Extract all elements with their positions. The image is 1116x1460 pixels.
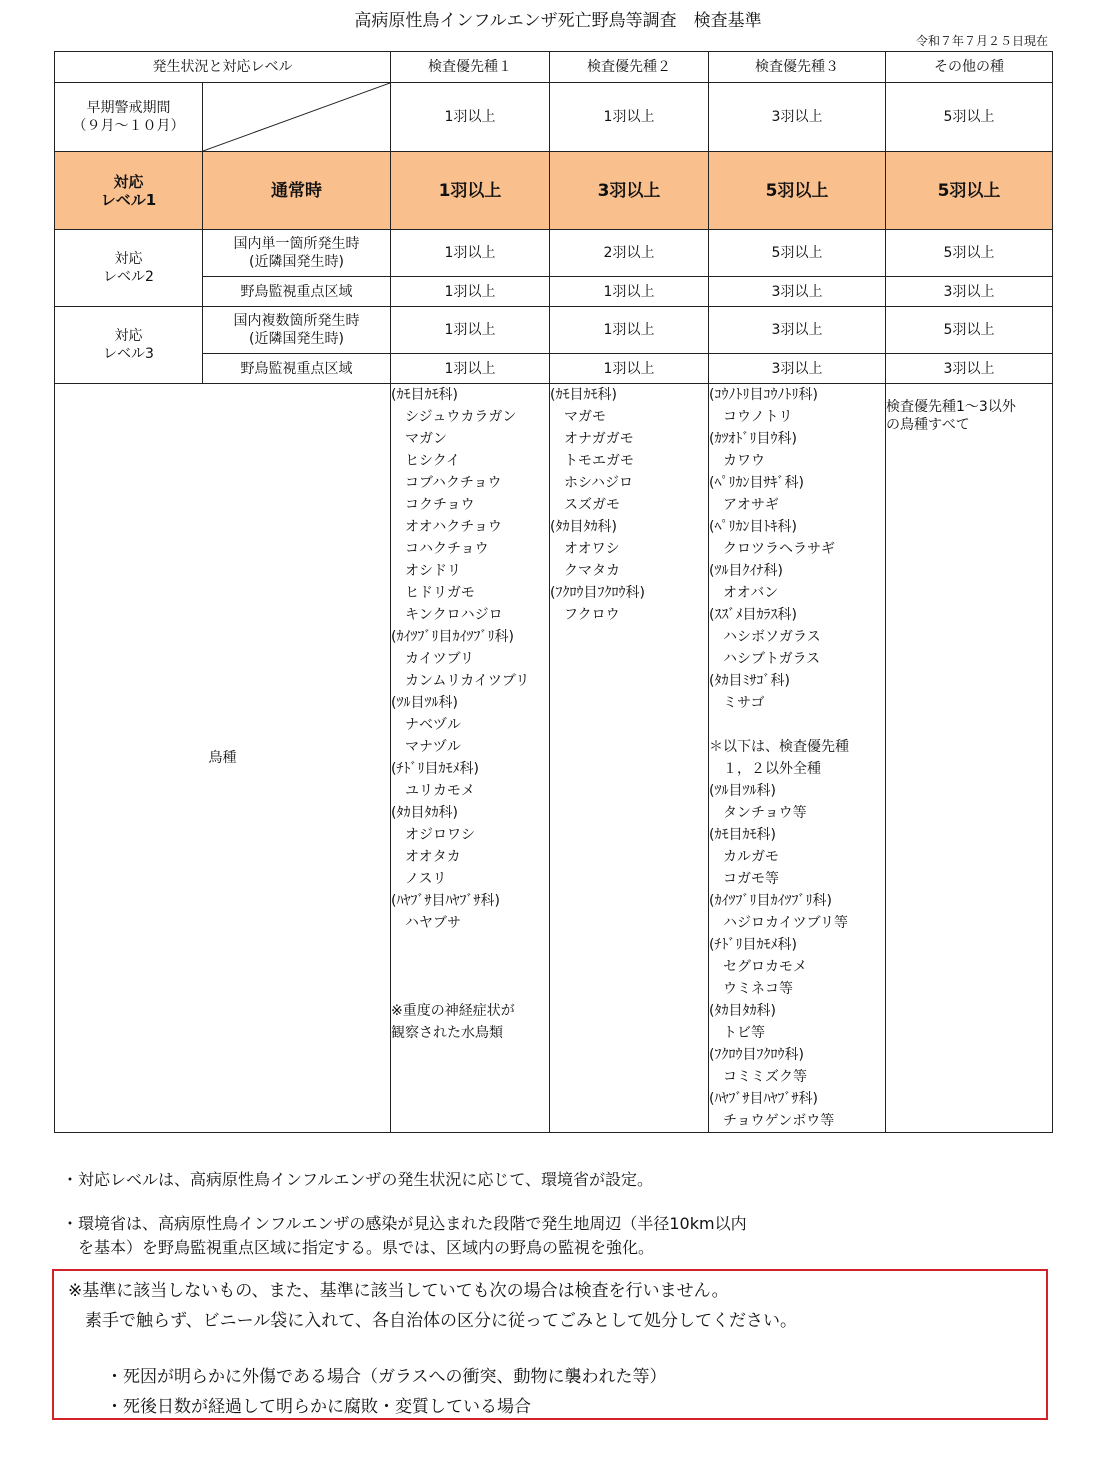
- level2-a-value-4: 5羽以上: [886, 230, 1053, 277]
- level3-a-value-1: 1羽以上: [391, 307, 550, 354]
- header-priority-1: 検査優先種１: [391, 52, 550, 83]
- header-other: その他の種: [886, 52, 1053, 83]
- diagonal-cell: [203, 83, 391, 152]
- level2-row-a: [55, 230, 1053, 277]
- notice-line-2: 素手で触らず、ビニール袋に入れて、各自治体の区分に従ってごみとして処分してください。: [68, 1311, 797, 1331]
- early-value-4: 5羽以上: [886, 83, 1053, 152]
- level3-b-value-1: 1羽以上: [391, 354, 550, 384]
- early-warning-label: 早期警戒期間 （９月～１０月）: [55, 83, 203, 152]
- level3-label: 対応 レベル3: [55, 307, 203, 384]
- notice-item-1: ・死因が明らかに外傷である場合（ガラスへの衝突、動物に襲われた等）: [106, 1367, 667, 1387]
- level2-a-value-1: 1羽以上: [391, 230, 550, 277]
- level3-a-value-3: 3羽以上: [709, 307, 886, 354]
- level1-value-4: 5羽以上: [886, 152, 1053, 230]
- species-row: [55, 384, 1053, 1133]
- level3-b-value-2: 1羽以上: [550, 354, 709, 384]
- header-priority-2: 検査優先種２: [550, 52, 709, 83]
- level1-value-2: 3羽以上: [550, 152, 709, 230]
- level1-label: 対応 レベル1: [55, 152, 203, 230]
- inspection-criteria-table: [54, 51, 1053, 1133]
- diagonal-line: [203, 83, 390, 151]
- note-level: ・対応レベルは、高病原性鳥インフルエンザの発生状況に応じて、環境省が設定。: [62, 1170, 654, 1189]
- level2-a-value-2: 2羽以上: [550, 230, 709, 277]
- page-title: 高病原性鳥インフルエンザ死亡野鳥等調査 検査基準: [354, 11, 762, 31]
- note-zone-2: を基本）を野鳥監視重点区域に指定する。県では、区域内の野鳥の監視を強化。: [62, 1238, 655, 1257]
- early-value-1: 1羽以上: [391, 83, 550, 152]
- notice-line-1: ※基準に該当しないもの、また、基準に該当していても次の場合は検査を行いません。: [68, 1281, 729, 1301]
- level2-b-value-3: 3羽以上: [709, 277, 886, 307]
- notice-box: [52, 1269, 1048, 1420]
- level3-a-value-4: 5羽以上: [886, 307, 1053, 354]
- species-list-3: (ｺｳﾉﾄﾘ目ｺｳﾉﾄﾘ科) コウノトリ (ｶﾂｵﾄﾞﾘ目ｳ科) カワウ (ﾍﾟﾘｶﾝ目ｻｷﾞ科) アオサギ (ﾍﾟﾘｶﾝ目ﾄｷ科) クロツラヘラサギ (ﾂﾙ目ｸｲﾅ科) オオバン (ｽｽﾞﾒ目ｶﾗｽ科) ハシボソガラス ハシブトガラス (ﾀｶ目ﾐｻｺﾞ科) ミサゴ ＊以下は、検査優先種 １，２以外全種 (ﾂﾙ目ﾂﾙ科) タンチョウ等 (ｶﾓ目ｶﾓ科) カルガモ コガモ等 (ｶｲﾂﾌﾞﾘ目ｶｲﾂﾌﾞﾘ科) ハジロカイツブリ等 (ﾁﾄﾞﾘ目ｶﾓﾒ科) セグロカモメ ウミネコ等 (ﾀｶ目ﾀｶ科) トビ等 (ﾌｸﾛｳ目ﾌｸﾛｳ科) コミミズク等 (ﾊﾔﾌﾞｻ目ﾊﾔﾌﾞｻ科) チョウゲンボウ等: [709, 387, 849, 1129]
- species-list-1: (ｶﾓ目ｶﾓ科) シジュウカラガン マガン ヒシクイ コブハクチョウ コクチョウ オオハクチョウ コハクチョウ オシドリ ヒドリガモ キンクロハジロ (ｶｲﾂﾌﾞﾘ目ｶｲﾂﾌﾞﾘ科) カイツブリ カンムリカイツブリ (ﾂﾙ目ﾂﾙ科) ナベヅル マナヅル (ﾁﾄﾞﾘ目ｶﾓﾒ科) ユリカモメ (ﾀｶ目ﾀｶ科) オジロワシ オオタカ ノスリ (ﾊﾔﾌﾞｻ目ﾊﾔﾌﾞｻ科) ハヤブサ ※重度の神経症状が 観察された水鳥類: [391, 387, 530, 1041]
- level3-b-value-3: 3羽以上: [709, 354, 886, 384]
- species-priority-3: [709, 384, 886, 1133]
- species-list-2: (ｶﾓ目ｶﾓ科) マガモ オナガガモ トモエガモ ホシハジロ スズガモ (ﾀｶ目ﾀｶ科) オオワシ クマタカ (ﾌｸﾛｳ目ﾌｸﾛｳ科) フクロウ: [550, 387, 645, 623]
- as-of-date: 令和７年７月２５日現在: [915, 34, 1048, 48]
- species-priority-2: [550, 384, 709, 1133]
- level3-sub-b: 野鳥監視重点区域: [203, 354, 391, 384]
- early-value-2: 1羽以上: [550, 83, 709, 152]
- species-other: [886, 384, 1053, 1133]
- level3-row-a: [55, 307, 1053, 354]
- level2-sub-a: 国内単一箇所発生時 (近隣国発生時): [203, 230, 391, 277]
- species-label: 鳥種: [55, 384, 391, 1133]
- species-priority-1: [391, 384, 550, 1133]
- level2-b-value-4: 3羽以上: [886, 277, 1053, 307]
- level1-value-1: 1羽以上: [391, 152, 550, 230]
- early-value-3: 3羽以上: [709, 83, 886, 152]
- level2-b-value-1: 1羽以上: [391, 277, 550, 307]
- species-list-other: 検査優先種1～3以外 の鳥種すべて: [886, 399, 1016, 433]
- level3-row-b: [55, 354, 1053, 384]
- note-zone-1: ・環境省は、高病原性鳥インフルエンザの感染が見込まれた段階で発生地周辺（半径10km以内: [62, 1214, 747, 1233]
- level2-sub-b: 野鳥監視重点区域: [203, 277, 391, 307]
- header-priority-3: 検査優先種３: [709, 52, 886, 83]
- level2-a-value-3: 5羽以上: [709, 230, 886, 277]
- level1-sub: 通常時: [203, 152, 391, 230]
- level3-sub-a: 国内複数箇所発生時 (近隣国発生時): [203, 307, 391, 354]
- level1-row: [55, 152, 1053, 230]
- level1-value-3: 5羽以上: [709, 152, 886, 230]
- level3-b-value-4: 3羽以上: [886, 354, 1053, 384]
- level2-label: 対応 レベル2: [55, 230, 203, 307]
- early-warning-row: [55, 83, 1053, 152]
- level2-row-b: [55, 277, 1053, 307]
- header-situation: 発生状況と対応レベル: [55, 52, 391, 83]
- level2-b-value-2: 1羽以上: [550, 277, 709, 307]
- level3-a-value-2: 1羽以上: [550, 307, 709, 354]
- header-row: [55, 52, 1053, 83]
- notice-item-2: ・死後日数が経過して明らかに腐敗・変質している場合: [106, 1397, 531, 1417]
